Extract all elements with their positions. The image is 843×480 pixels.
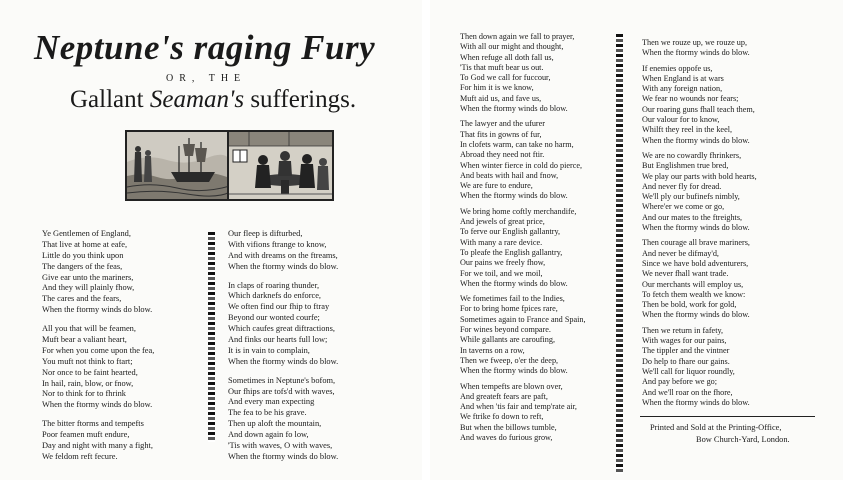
verse-line: Muft bear a valiant heart, xyxy=(42,335,127,345)
verse-line: Where'er we come or go, xyxy=(642,202,725,212)
verse-line: Little do you think upon xyxy=(42,250,124,260)
right-page-column-2 xyxy=(642,38,757,408)
verse-line: Then courage all brave mariners, xyxy=(642,238,750,248)
verse-line: When the ftormy winds do blow. xyxy=(228,451,339,461)
ornamental-column-rule xyxy=(208,232,215,442)
verse-line: All you that will be feamen, xyxy=(42,324,136,334)
verse-line: Muft aid us, and fave us, xyxy=(460,93,542,103)
verse-line: And beats with hail and fnow, xyxy=(460,170,559,180)
verse-line: When the ftormy winds do blow. xyxy=(228,356,339,366)
verse-line: To fetch them wealth we know: xyxy=(642,289,746,299)
verse-line: And our mates to the ftreights, xyxy=(642,212,743,222)
left-page-column-1 xyxy=(42,229,154,463)
verse-line: Do help to fhare our gains. xyxy=(642,356,730,366)
verse-line: We never fhall want trade. xyxy=(642,269,729,279)
verse-line: Then we fweep, o'er the deep, xyxy=(460,355,559,365)
imprint-line-2: Bow Church-Yard, London. xyxy=(696,435,790,444)
verse-line: 'Tis that muft bear us out. xyxy=(460,62,544,72)
verse-line: Our fhips are tofs'd with waves, xyxy=(228,386,335,396)
verse-line: And pay before we go; xyxy=(642,377,718,387)
stanza-break xyxy=(228,273,338,281)
verse-line: When the ftormy winds do blow. xyxy=(642,48,750,58)
subtitle-part-3: sufferings. xyxy=(244,86,357,113)
verse-line: When England is at wars xyxy=(642,73,724,83)
verse-line: We ftrike fo down to reft, xyxy=(460,412,544,422)
verse-line: Give ear unto the mariners, xyxy=(42,272,134,282)
verse-line: And every man expecting xyxy=(228,397,315,407)
verse-line: And we'll roar on the fhore, xyxy=(642,387,733,397)
verse-line: When the ftormy winds do blow. xyxy=(642,223,750,233)
verse-line: We'll call for liquor roundly, xyxy=(642,366,735,376)
verse-line: For him it is we know, xyxy=(460,83,534,93)
subtitle-part-1: Gallant xyxy=(70,86,150,113)
verse-line: To ferve our English gallantry, xyxy=(460,227,561,237)
verse-line: To God we call for fuccour, xyxy=(460,73,551,83)
verse-line: If enemies oppofe us, xyxy=(642,63,713,73)
verse-line: In claps of roaring thunder, xyxy=(228,280,320,290)
verse-line: Our roaring guns fhall teach them, xyxy=(642,104,755,114)
verse-line: We play our parts with bold hearts, xyxy=(642,171,757,181)
verse-line: In taverns on a row, xyxy=(460,345,525,355)
stanza-break xyxy=(228,368,338,376)
ornamental-column-rule xyxy=(616,34,623,474)
imprint-line-1: Printed and Sold at the Printing-Office, xyxy=(650,423,782,432)
verse-line: But Englishmen true bred, xyxy=(642,161,729,171)
verse-line: For when you come upon the fea, xyxy=(42,345,155,355)
verse-line: Then we rouze up, we rouze up, xyxy=(642,38,748,47)
verse-line: But when the billows tumble, xyxy=(460,422,557,432)
verse-line: Our fleep is difturbed, xyxy=(228,229,303,238)
verse-line: And jewels of great price, xyxy=(460,217,545,227)
woodcut-ship-scene xyxy=(125,130,232,201)
verse-line: 'Tis with waves, O with waves, xyxy=(228,441,333,451)
verse-line: When the ftormy winds do blow. xyxy=(460,104,568,114)
verse-line: The fea to be his grave. xyxy=(228,408,307,418)
verse-line: Day and night with many a fight, xyxy=(42,441,153,451)
verse-line: While gallants are caroufing, xyxy=(460,335,556,345)
verse-line: The dangers of the feas, xyxy=(42,261,123,271)
verse-line: Beyond our wonted courfe; xyxy=(228,313,320,323)
verse-line: Which darknefs do enforce, xyxy=(228,291,322,301)
verse-line: Whilft they reel in the keel, xyxy=(642,125,733,135)
subtitle-part-2: Seaman's xyxy=(149,86,245,113)
ballad-title: Neptune's raging Fury xyxy=(34,28,376,67)
verse-line: That fits in gowns of fur, xyxy=(460,129,542,139)
verse-line: With wages for our pains, xyxy=(642,336,727,346)
verse-line: For to bring home fpices rare, xyxy=(460,304,558,314)
verse-line: With vifions ftrange to know, xyxy=(228,239,327,249)
verse-line: When refuge all doth fall us, xyxy=(460,52,554,62)
verse-line: Our valour for to know, xyxy=(642,115,720,125)
verse-line: In hail, rain, blow, or fnow, xyxy=(42,378,134,388)
verse-line: When winter fierce in cold do pierce, xyxy=(460,160,583,170)
verse-line: Our pains we freely fhow, xyxy=(460,258,546,268)
right-page xyxy=(430,0,843,480)
imprint-rule xyxy=(640,416,815,417)
verse-line: The lawyer and the ufurer xyxy=(460,119,546,129)
verse-line: When the ftormy winds do blow. xyxy=(460,278,568,288)
verse-line: We are fure to endure, xyxy=(460,181,533,191)
right-page-column-1 xyxy=(460,32,586,443)
verse-line: We feldom reft fecure. xyxy=(42,451,118,461)
verse-line: With many a rare device. xyxy=(460,237,543,247)
verse-line: For we toil, and we moil, xyxy=(460,268,543,278)
verse-line: With all our might and thought, xyxy=(460,42,564,52)
verse-line: And never be difmay'd, xyxy=(642,248,719,258)
verse-line: Nor once to be faint hearted, xyxy=(42,367,138,377)
verse-line: You muft not think to ftart; xyxy=(42,356,133,366)
verse-line: The cares and the fears, xyxy=(42,294,122,304)
verse-line: And greateft fears are paft, xyxy=(460,391,548,401)
verse-line: Then down again we fall to prayer, xyxy=(460,32,575,41)
verse-line: We'll ply our bufinefs nimbly, xyxy=(642,192,740,202)
verse-line: Abroad they need not ftir. xyxy=(460,150,545,160)
verse-line: Nor to think for to fhrink xyxy=(42,389,126,399)
stanza-break xyxy=(42,411,154,419)
verse-line: That live at home at eafe, xyxy=(42,239,128,249)
verse-line: When the ftormy winds do blow. xyxy=(42,305,153,315)
verse-line: For wines beyond compare. xyxy=(460,325,551,335)
title-or-the: OR, THE xyxy=(166,73,247,84)
verse-line: When the ftormy winds do blow. xyxy=(42,400,153,410)
verse-line: We often find our fhip to ftray xyxy=(228,302,330,312)
verse-line: When the ftormy winds do blow. xyxy=(642,397,750,407)
verse-line: Sometimes in Neptune's bofom, xyxy=(228,375,336,385)
verse-line: Since we have bold adventurers, xyxy=(642,258,749,268)
woodcut-tavern-scene xyxy=(227,130,334,201)
verse-line: When tempefts are blown over, xyxy=(460,381,563,391)
verse-line: Ye Gentlemen of England, xyxy=(42,229,131,238)
verse-line: The tippler and the vintner xyxy=(642,346,730,356)
verse-line: Our merchants will employ us, xyxy=(642,279,744,289)
verse-line: We bring home coftly merchandife, xyxy=(460,206,577,216)
left-page-column-2 xyxy=(228,229,338,463)
verse-line: And when 'tis fair and temp'rate air, xyxy=(460,402,577,412)
verse-line: Which caufes great diftractions, xyxy=(228,324,335,334)
verse-line: Sometimes again to France and Spain, xyxy=(460,314,586,324)
verse-line: It is in vain to complain, xyxy=(228,345,310,355)
verse-line: And never fly for dread. xyxy=(642,181,722,191)
verse-line: With any foreign nation, xyxy=(642,84,723,94)
verse-line: And they will plainly fhow, xyxy=(42,283,135,293)
verse-line: Then up aloft the mountain, xyxy=(228,419,322,429)
verse-line: When the ftormy winds do blow. xyxy=(460,366,568,376)
verse-line: When the ftormy winds do blow. xyxy=(642,310,750,320)
ballad-subtitle xyxy=(70,87,356,112)
verse-line: To pleafe the English gallantry, xyxy=(460,247,563,257)
verse-line: And with dreams on the ftreams, xyxy=(228,250,338,260)
verse-line: When the ftormy winds do blow. xyxy=(228,261,339,271)
verse-line: The bitter ftorms and tempefts xyxy=(42,419,144,429)
verse-line: And finks our hearts full low; xyxy=(228,335,328,345)
verse-line: Poor feamen muft endure, xyxy=(42,430,130,440)
verse-line: We are no cowardly fhrinkers, xyxy=(642,150,742,160)
verse-line: And waves do furious grow, xyxy=(460,432,553,442)
verse-line: And down again fo low, xyxy=(228,430,309,440)
verse-line: In clofets warm, can take no harm, xyxy=(460,139,574,149)
verse-line: Then we return in fafety, xyxy=(642,325,724,335)
verse-line: When the ftormy winds do blow. xyxy=(460,191,568,201)
verse-line: When the ftormy winds do blow. xyxy=(642,135,750,145)
verse-line: We fometimes fail to the Indies, xyxy=(460,294,565,304)
stanza-break xyxy=(42,316,154,324)
verse-line: Then be bold, work for gold, xyxy=(642,300,737,310)
verse-line: We fear no wounds nor fears; xyxy=(642,94,739,104)
